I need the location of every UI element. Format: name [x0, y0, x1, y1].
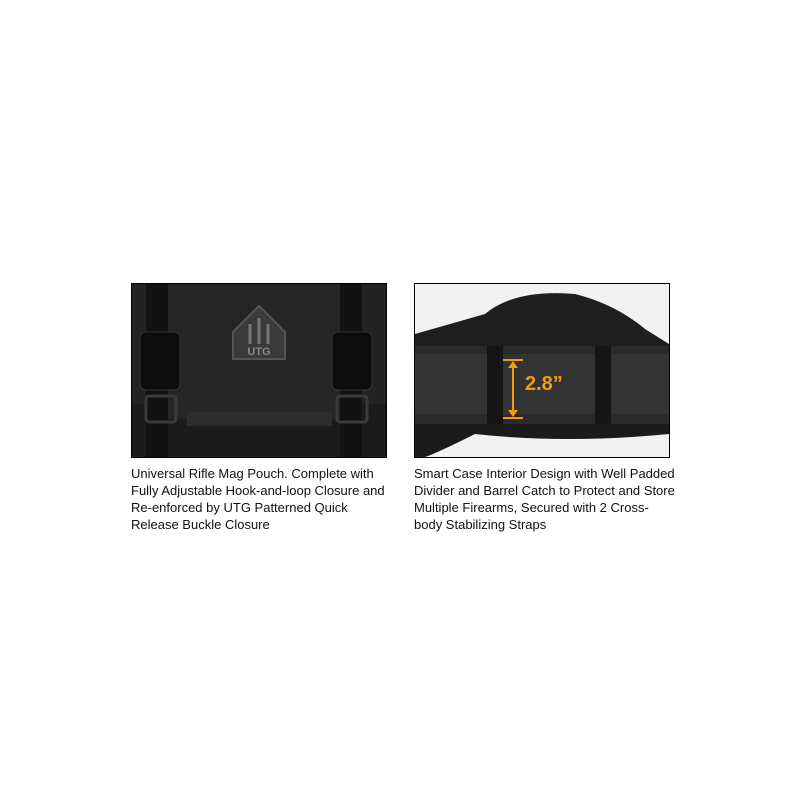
- measurement-label: 2.8”: [525, 373, 563, 395]
- interior-design-panel: [414, 283, 675, 533]
- case-interior-illustration: [415, 284, 669, 457]
- interior-design-caption: Smart Case Interior Design with Well Padded Divider and Barrel Catch to Protect and Store Multiple Firearms, Secured with 2 Cross-body Stabilizing Straps: [414, 466, 675, 532]
- mag-pouch-illustration: [132, 284, 386, 457]
- mag-pouch-photo: [131, 283, 387, 458]
- mag-pouch-caption: Universal Rifle Mag Pouch. Complete with Fully Adjustable Hook-and-loop Closure and Re-enforced by UTG Patterned Quick Release Buckle Closure: [131, 466, 385, 532]
- interior-design-photo: [414, 283, 670, 458]
- mag-pouch-panel: [131, 283, 387, 533]
- utg-logo-text: UTG: [247, 346, 271, 358]
